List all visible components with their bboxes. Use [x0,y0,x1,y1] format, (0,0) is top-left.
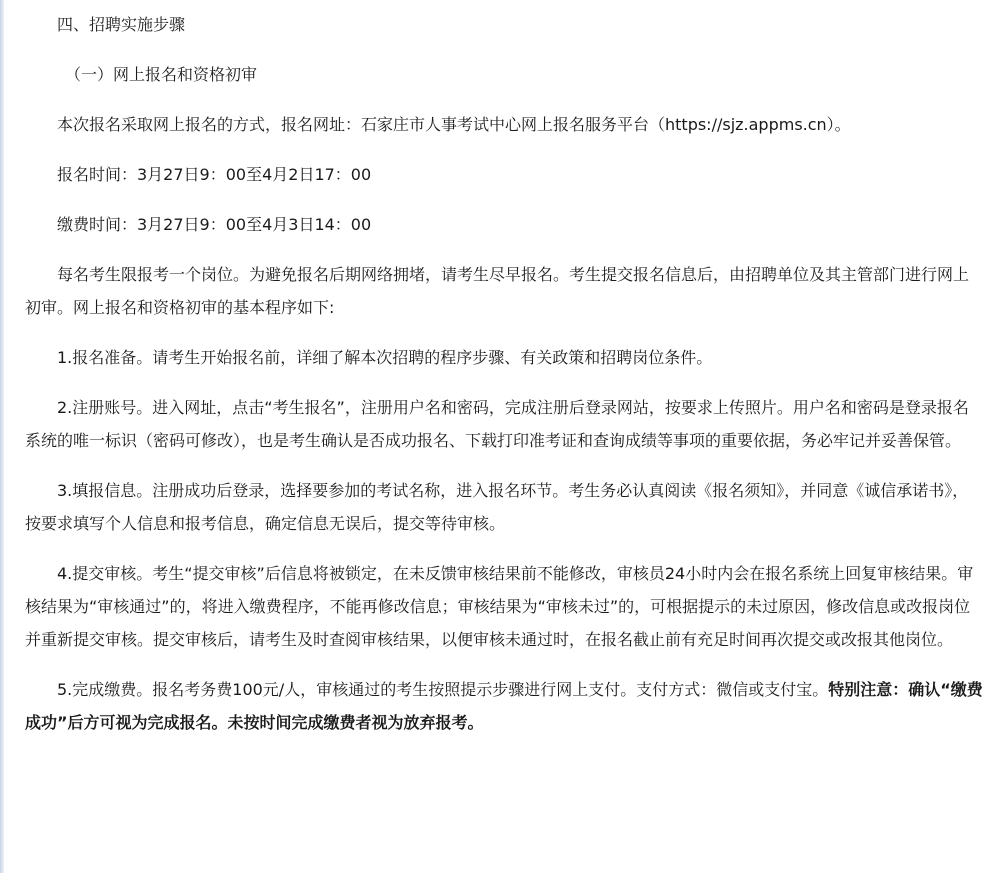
page-left-edge [0,0,4,873]
subheading: （一）网上报名和资格初审 [65,65,258,84]
paragraph-step2: 2.注册账号。进入网址，点击“考生报名”，注册用户名和密码，完成注册后登录网站，按要求上传照片。用户名和密码是登录报名系统的唯一标识（密码可修改），也是考生确认是否成功报名、下载打印准考证和查询成绩等事项的重要依据，务必牢记并妥善保管。 [25,398,969,450]
document-body [25,8,983,739]
step5-special-note: 特别注意：确认“缴费成功”后方可视为完成报名。未按时间完成缴费者视为放弃报考。 [25,680,983,732]
paragraph-registration-method: 本次报名采取网上报名的方式，报名网址：石家庄市人事考试中心网上报名服务平台（https://sjz.appms.cn）。 [57,115,851,134]
paragraph-registration-time: 报名时间：3月27日9：00至4月2日17：00 [57,165,372,184]
paragraph-payment-time: 缴费时间：3月27日9：00至4月3日14：00 [57,215,372,234]
paragraph-step5 [25,673,983,739]
paragraph-step3: 3.填报信息。注册成功后登录，选择要参加的考试名称，进入报名环节。考生务必认真阅读《报名须知》，并同意《诚信承诺书》，按要求填写个人信息和报考信息，确定信息无误后，提交等待审核。 [25,481,969,533]
step5-text: 5.完成缴费。报名考务费100元/人，审核通过的考生按照提示步骤进行网上支付。支付方式：微信或支付宝。 [57,680,829,699]
paragraph-one-position: 每名考生限报考一个岗位。为避免报名后期网络拥堵，请考生尽早报名。考生提交报名信息后，由招聘单位及其主管部门进行网上初审。网上报名和资格初审的基本程序如下: [25,265,970,317]
paragraph-step1: 1.报名准备。请考生开始报名前，详细了解本次招聘的程序步骤、有关政策和招聘岗位条件。 [57,348,713,367]
paragraph-step4: 4.提交审核。考生“提交审核”后信息将被锁定，在未反馈审核结果前不能修改，审核员24小时内会在报名系统上回复审核结果。审核结果为“审核通过”的，将进入缴费程序，不能再修改信息；审核结果为“审核未过”的，可根据提示的未过原因，修改信息或改报岗位并重新提交审核。提交审核后，请考生及时查阅审核结果，以便审核未通过时，在报名截止前有充足时间再次提交或改报其他岗位。 [25,564,974,649]
section-heading: 四、招聘实施步骤 [57,15,186,34]
